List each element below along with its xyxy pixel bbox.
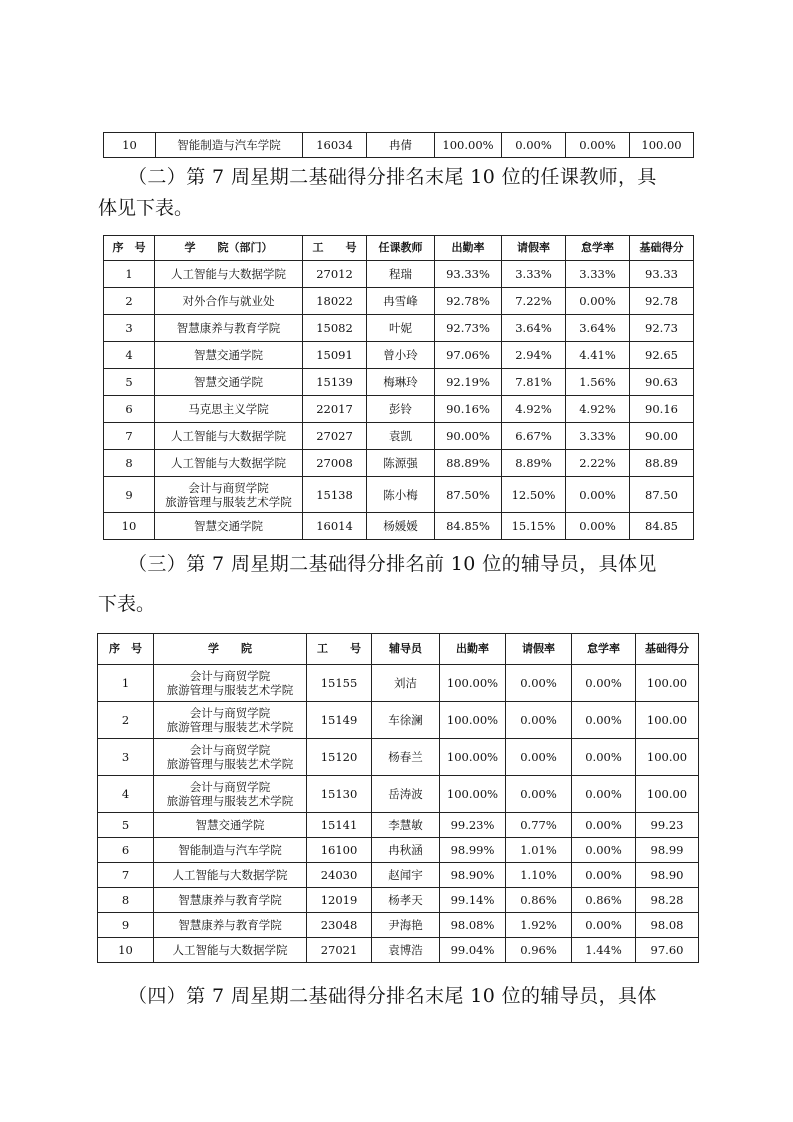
cell-name: 梅琳玲	[367, 369, 435, 396]
cell-no: 2	[98, 702, 154, 739]
header-no: 序 号	[98, 634, 154, 665]
college-line1: 会计与商贸学院	[189, 669, 271, 683]
table-row	[98, 813, 699, 838]
table-row	[104, 261, 694, 288]
college-line2: 旅游管理与服装艺术学院	[166, 794, 294, 808]
section3-heading-line2: 下表。	[98, 593, 156, 615]
college-line1: 智慧交通学院	[194, 375, 263, 389]
cell-score: 88.89	[630, 450, 694, 477]
cell-leave: 6.67%	[502, 423, 566, 450]
cell-name: 尹海艳	[372, 913, 440, 938]
header-score: 基础得分	[630, 236, 694, 261]
cell-id: 15155	[307, 665, 372, 702]
college-line1: 人工智能与大数据学院	[171, 267, 286, 281]
cell-score: 100.00	[636, 776, 699, 813]
cell-id: 15091	[303, 342, 367, 369]
cell-no: 10	[98, 938, 154, 963]
cell-score: 98.90	[636, 863, 699, 888]
cell-id: 24030	[307, 863, 372, 888]
cell-college	[155, 261, 303, 288]
cell-college	[155, 342, 303, 369]
college-line1: 智慧康养与教育学院	[176, 321, 281, 335]
cell-score: 92.65	[630, 342, 694, 369]
college-line2: 旅游管理与服装艺术学院	[166, 683, 294, 697]
college-line1: 人工智能与大数据学院	[171, 456, 286, 470]
cell-truant: 4.92%	[566, 396, 630, 423]
table-row	[98, 838, 699, 863]
cell-leave: 0.00%	[502, 133, 566, 158]
cell-no: 1	[98, 665, 154, 702]
section2-heading-line2: 体见下表。	[98, 197, 194, 219]
cell-score: 87.50	[630, 477, 694, 513]
cell-truant: 1.56%	[566, 369, 630, 396]
header-id: 工 号	[303, 236, 367, 261]
cell-attend: 99.04%	[440, 938, 506, 963]
cell-id: 15130	[307, 776, 372, 813]
cell-no: 10	[104, 513, 155, 540]
table-row	[104, 396, 694, 423]
cell-no: 2	[104, 288, 155, 315]
table-row	[104, 450, 694, 477]
cell-attend: 88.89%	[435, 450, 502, 477]
cell-score: 100.00	[630, 133, 694, 158]
cell-score: 98.08	[636, 913, 699, 938]
cell-truant: 0.00%	[566, 288, 630, 315]
table-row	[98, 776, 699, 813]
cell-name: 车徐澜	[372, 702, 440, 739]
table-row	[98, 702, 699, 739]
cell-id: 23048	[307, 913, 372, 938]
cell-id: 27012	[303, 261, 367, 288]
cell-id: 15138	[303, 477, 367, 513]
cell-college	[155, 369, 303, 396]
section2-heading-line1: （二）第 7 周星期二基础得分排名末尾 10 位的任课教师，具	[128, 166, 657, 188]
cell-id: 15082	[303, 315, 367, 342]
table-row	[98, 739, 699, 776]
teacher-bottom10-table	[103, 235, 694, 540]
cell-score: 90.63	[630, 369, 694, 396]
cell-truant: 3.64%	[566, 315, 630, 342]
cell-no: 4	[98, 776, 154, 813]
cell-score: 90.00	[630, 423, 694, 450]
cell-name: 杨媛媛	[367, 513, 435, 540]
cell-id: 15149	[307, 702, 372, 739]
cell-name: 袁凯	[367, 423, 435, 450]
cell-no: 5	[104, 369, 155, 396]
table-row	[104, 513, 694, 540]
cell-attend: 90.00%	[435, 423, 502, 450]
cell-id: 27027	[303, 423, 367, 450]
top-continuation-table	[103, 132, 694, 158]
table-row	[98, 888, 699, 913]
cell-leave: 0.86%	[506, 888, 572, 913]
header-leave: 请假率	[502, 236, 566, 261]
cell-no: 3	[104, 315, 155, 342]
cell-name: 袁博浩	[372, 938, 440, 963]
cell-no: 4	[104, 342, 155, 369]
cell-college	[155, 450, 303, 477]
cell-leave: 8.89%	[502, 450, 566, 477]
cell-truant: 0.00%	[566, 513, 630, 540]
cell-id: 16034	[303, 133, 367, 158]
cell-name: 彭铃	[367, 396, 435, 423]
cell-attend: 87.50%	[435, 477, 502, 513]
cell-college	[154, 863, 307, 888]
cell-no: 1	[104, 261, 155, 288]
cell-name: 冉雪峰	[367, 288, 435, 315]
college-line1: 人工智能与大数据学院	[172, 868, 288, 882]
cell-truant: 0.00%	[566, 477, 630, 513]
cell-college	[154, 776, 307, 813]
cell-college	[155, 423, 303, 450]
cell-id: 16014	[303, 513, 367, 540]
section4-heading-line1: （四）第 7 周星期二基础得分排名末尾 10 位的辅导员，具体	[128, 985, 657, 1007]
college-line1: 智慧康养与教育学院	[178, 918, 282, 932]
cell-attend: 93.33%	[435, 261, 502, 288]
cell-attend: 99.23%	[440, 813, 506, 838]
cell-college	[155, 396, 303, 423]
cell-score: 92.73	[630, 315, 694, 342]
header-truant: 怠学率	[566, 236, 630, 261]
header-name: 辅导员	[372, 634, 440, 665]
cell-leave: 0.00%	[506, 665, 572, 702]
cell-attend: 100.00%	[440, 776, 506, 813]
cell-no: 3	[98, 739, 154, 776]
table-row	[104, 423, 694, 450]
cell-leave: 0.77%	[506, 813, 572, 838]
header-attend: 出勤率	[435, 236, 502, 261]
counselor-table-body	[98, 665, 699, 963]
cell-leave: 0.00%	[506, 776, 572, 813]
cell-leave: 1.10%	[506, 863, 572, 888]
cell-name: 岳涛波	[372, 776, 440, 813]
college-line1: 对外合作与就业处	[182, 294, 275, 308]
cell-id: 15139	[303, 369, 367, 396]
cell-no: 8	[104, 450, 155, 477]
cell-score: 100.00	[636, 665, 699, 702]
cell-truant: 3.33%	[566, 423, 630, 450]
cell-id: 27008	[303, 450, 367, 477]
cell-leave: 0.00%	[506, 739, 572, 776]
cell-name: 叶妮	[367, 315, 435, 342]
cell-id: 22017	[303, 396, 367, 423]
cell-score: 84.85	[630, 513, 694, 540]
cell-leave: 7.81%	[502, 369, 566, 396]
college-line1: 智慧交通学院	[194, 519, 263, 533]
cell-leave: 7.22%	[502, 288, 566, 315]
counselor-top10-table	[97, 633, 699, 963]
table-header-row	[104, 236, 694, 261]
cell-no: 9	[98, 913, 154, 938]
cell-college	[154, 838, 307, 863]
cell-truant: 0.00%	[572, 665, 636, 702]
cell-attend: 98.90%	[440, 863, 506, 888]
cell-truant: 0.00%	[572, 813, 636, 838]
cell-attend: 90.16%	[435, 396, 502, 423]
cell-no: 5	[98, 813, 154, 838]
cell-leave: 0.96%	[506, 938, 572, 963]
cell-name: 陈小梅	[367, 477, 435, 513]
college-line1: 智慧交通学院	[195, 818, 265, 832]
cell-score: 90.16	[630, 396, 694, 423]
header-name: 任课教师	[367, 236, 435, 261]
cell-no: 10	[104, 133, 156, 158]
cell-truant: 0.00%	[566, 133, 630, 158]
table-row	[104, 342, 694, 369]
cell-name: 冉倩	[367, 133, 435, 158]
header-leave: 请假率	[506, 634, 572, 665]
cell-name: 陈源强	[367, 450, 435, 477]
table-row	[104, 133, 694, 158]
cell-attend: 92.73%	[435, 315, 502, 342]
cell-score: 98.28	[636, 888, 699, 913]
cell-truant: 0.00%	[572, 863, 636, 888]
cell-attend: 100.00%	[435, 133, 502, 158]
cell-leave: 3.64%	[502, 315, 566, 342]
teacher-table-body	[104, 261, 694, 540]
cell-leave: 1.92%	[506, 913, 572, 938]
cell-college	[155, 477, 303, 513]
header-truant: 怠学率	[572, 634, 636, 665]
cell-no: 6	[104, 396, 155, 423]
cell-college	[154, 888, 307, 913]
college-line1: 人工智能与大数据学院	[172, 943, 288, 957]
cell-truant: 0.00%	[572, 838, 636, 863]
college-line1: 马克思主义学院	[188, 402, 269, 416]
cell-id: 15141	[307, 813, 372, 838]
cell-leave: 15.15%	[502, 513, 566, 540]
college-line1: 人工智能与大数据学院	[171, 429, 286, 443]
cell-truant: 1.44%	[572, 938, 636, 963]
cell-college	[155, 513, 303, 540]
cell-name: 杨春兰	[372, 739, 440, 776]
cell-no: 6	[98, 838, 154, 863]
cell-score: 93.33	[630, 261, 694, 288]
cell-attend: 92.78%	[435, 288, 502, 315]
table-row	[98, 913, 699, 938]
table-header-row	[98, 634, 699, 665]
cell-id: 27021	[307, 938, 372, 963]
cell-id: 16100	[307, 838, 372, 863]
cell-score: 99.23	[636, 813, 699, 838]
college-line1: 会计与商贸学院	[188, 480, 269, 495]
cell-college	[155, 315, 303, 342]
cell-score: 97.60	[636, 938, 699, 963]
cell-attend: 98.99%	[440, 838, 506, 863]
cell-no: 8	[98, 888, 154, 913]
cell-score: 100.00	[636, 702, 699, 739]
cell-truant: 0.00%	[572, 776, 636, 813]
college-line1: 智能制造与汽车学院	[178, 843, 282, 857]
cell-college	[154, 813, 307, 838]
college-line1: 会计与商贸学院	[189, 780, 271, 794]
cell-college	[154, 913, 307, 938]
table-row	[104, 477, 694, 513]
cell-name: 刘洁	[372, 665, 440, 702]
cell-attend: 98.08%	[440, 913, 506, 938]
cell-truant: 0.00%	[572, 702, 636, 739]
header-score: 基础得分	[636, 634, 699, 665]
cell-attend: 84.85%	[435, 513, 502, 540]
cell-name: 程瑞	[367, 261, 435, 288]
cell-name: 赵闻宇	[372, 863, 440, 888]
cell-leave: 0.00%	[506, 702, 572, 739]
cell-name: 杨孝天	[372, 888, 440, 913]
table-row	[98, 863, 699, 888]
cell-college	[154, 739, 307, 776]
table-row	[98, 938, 699, 963]
cell-attend: 92.19%	[435, 369, 502, 396]
cell-truant: 4.41%	[566, 342, 630, 369]
cell-name: 李慧敏	[372, 813, 440, 838]
cell-id: 18022	[303, 288, 367, 315]
college-line2: 旅游管理与服装艺术学院	[165, 494, 292, 509]
cell-name: 冉秋涵	[372, 838, 440, 863]
cell-leave: 4.92%	[502, 396, 566, 423]
cell-name: 曾小玲	[367, 342, 435, 369]
cell-attend: 97.06%	[435, 342, 502, 369]
cell-truant: 0.00%	[572, 739, 636, 776]
header-id: 工 号	[307, 634, 372, 665]
cell-attend: 100.00%	[440, 665, 506, 702]
header-attend: 出勤率	[440, 634, 506, 665]
header-college: 学 院（部门）	[155, 236, 303, 261]
table-row	[104, 288, 694, 315]
cell-attend: 100.00%	[440, 702, 506, 739]
college-line1: 智慧交通学院	[194, 348, 263, 362]
cell-score: 100.00	[636, 739, 699, 776]
cell-truant: 0.86%	[572, 888, 636, 913]
header-no: 序 号	[104, 236, 155, 261]
cell-truant: 2.22%	[566, 450, 630, 477]
cell-attend: 100.00%	[440, 739, 506, 776]
cell-truant: 0.00%	[572, 913, 636, 938]
table-row	[98, 665, 699, 702]
cell-score: 98.99	[636, 838, 699, 863]
table-row	[104, 369, 694, 396]
cell-leave: 12.50%	[502, 477, 566, 513]
section3-heading-line1: （三）第 7 周星期二基础得分排名前 10 位的辅导员，具体见	[128, 553, 657, 575]
cell-no: 7	[98, 863, 154, 888]
cell-college	[154, 665, 307, 702]
college-line1: 智慧康养与教育学院	[178, 893, 282, 907]
cell-college	[154, 702, 307, 739]
cell-no: 9	[104, 477, 155, 513]
cell-leave: 3.33%	[502, 261, 566, 288]
college-line2: 旅游管理与服装艺术学院	[166, 757, 294, 771]
cell-attend: 99.14%	[440, 888, 506, 913]
college-line2: 旅游管理与服装艺术学院	[166, 720, 294, 734]
cell-leave: 1.01%	[506, 838, 572, 863]
cell-college	[154, 938, 307, 963]
cell-id: 15120	[307, 739, 372, 776]
table-row	[104, 315, 694, 342]
cell-id: 12019	[307, 888, 372, 913]
cell-leave: 2.94%	[502, 342, 566, 369]
cell-truant: 3.33%	[566, 261, 630, 288]
college-line1: 会计与商贸学院	[189, 706, 271, 720]
cell-college: 智能制造与汽车学院	[156, 133, 303, 158]
cell-score: 92.78	[630, 288, 694, 315]
college-line1: 会计与商贸学院	[189, 743, 271, 757]
header-college: 学 院	[154, 634, 307, 665]
cell-college	[155, 288, 303, 315]
cell-no: 7	[104, 423, 155, 450]
